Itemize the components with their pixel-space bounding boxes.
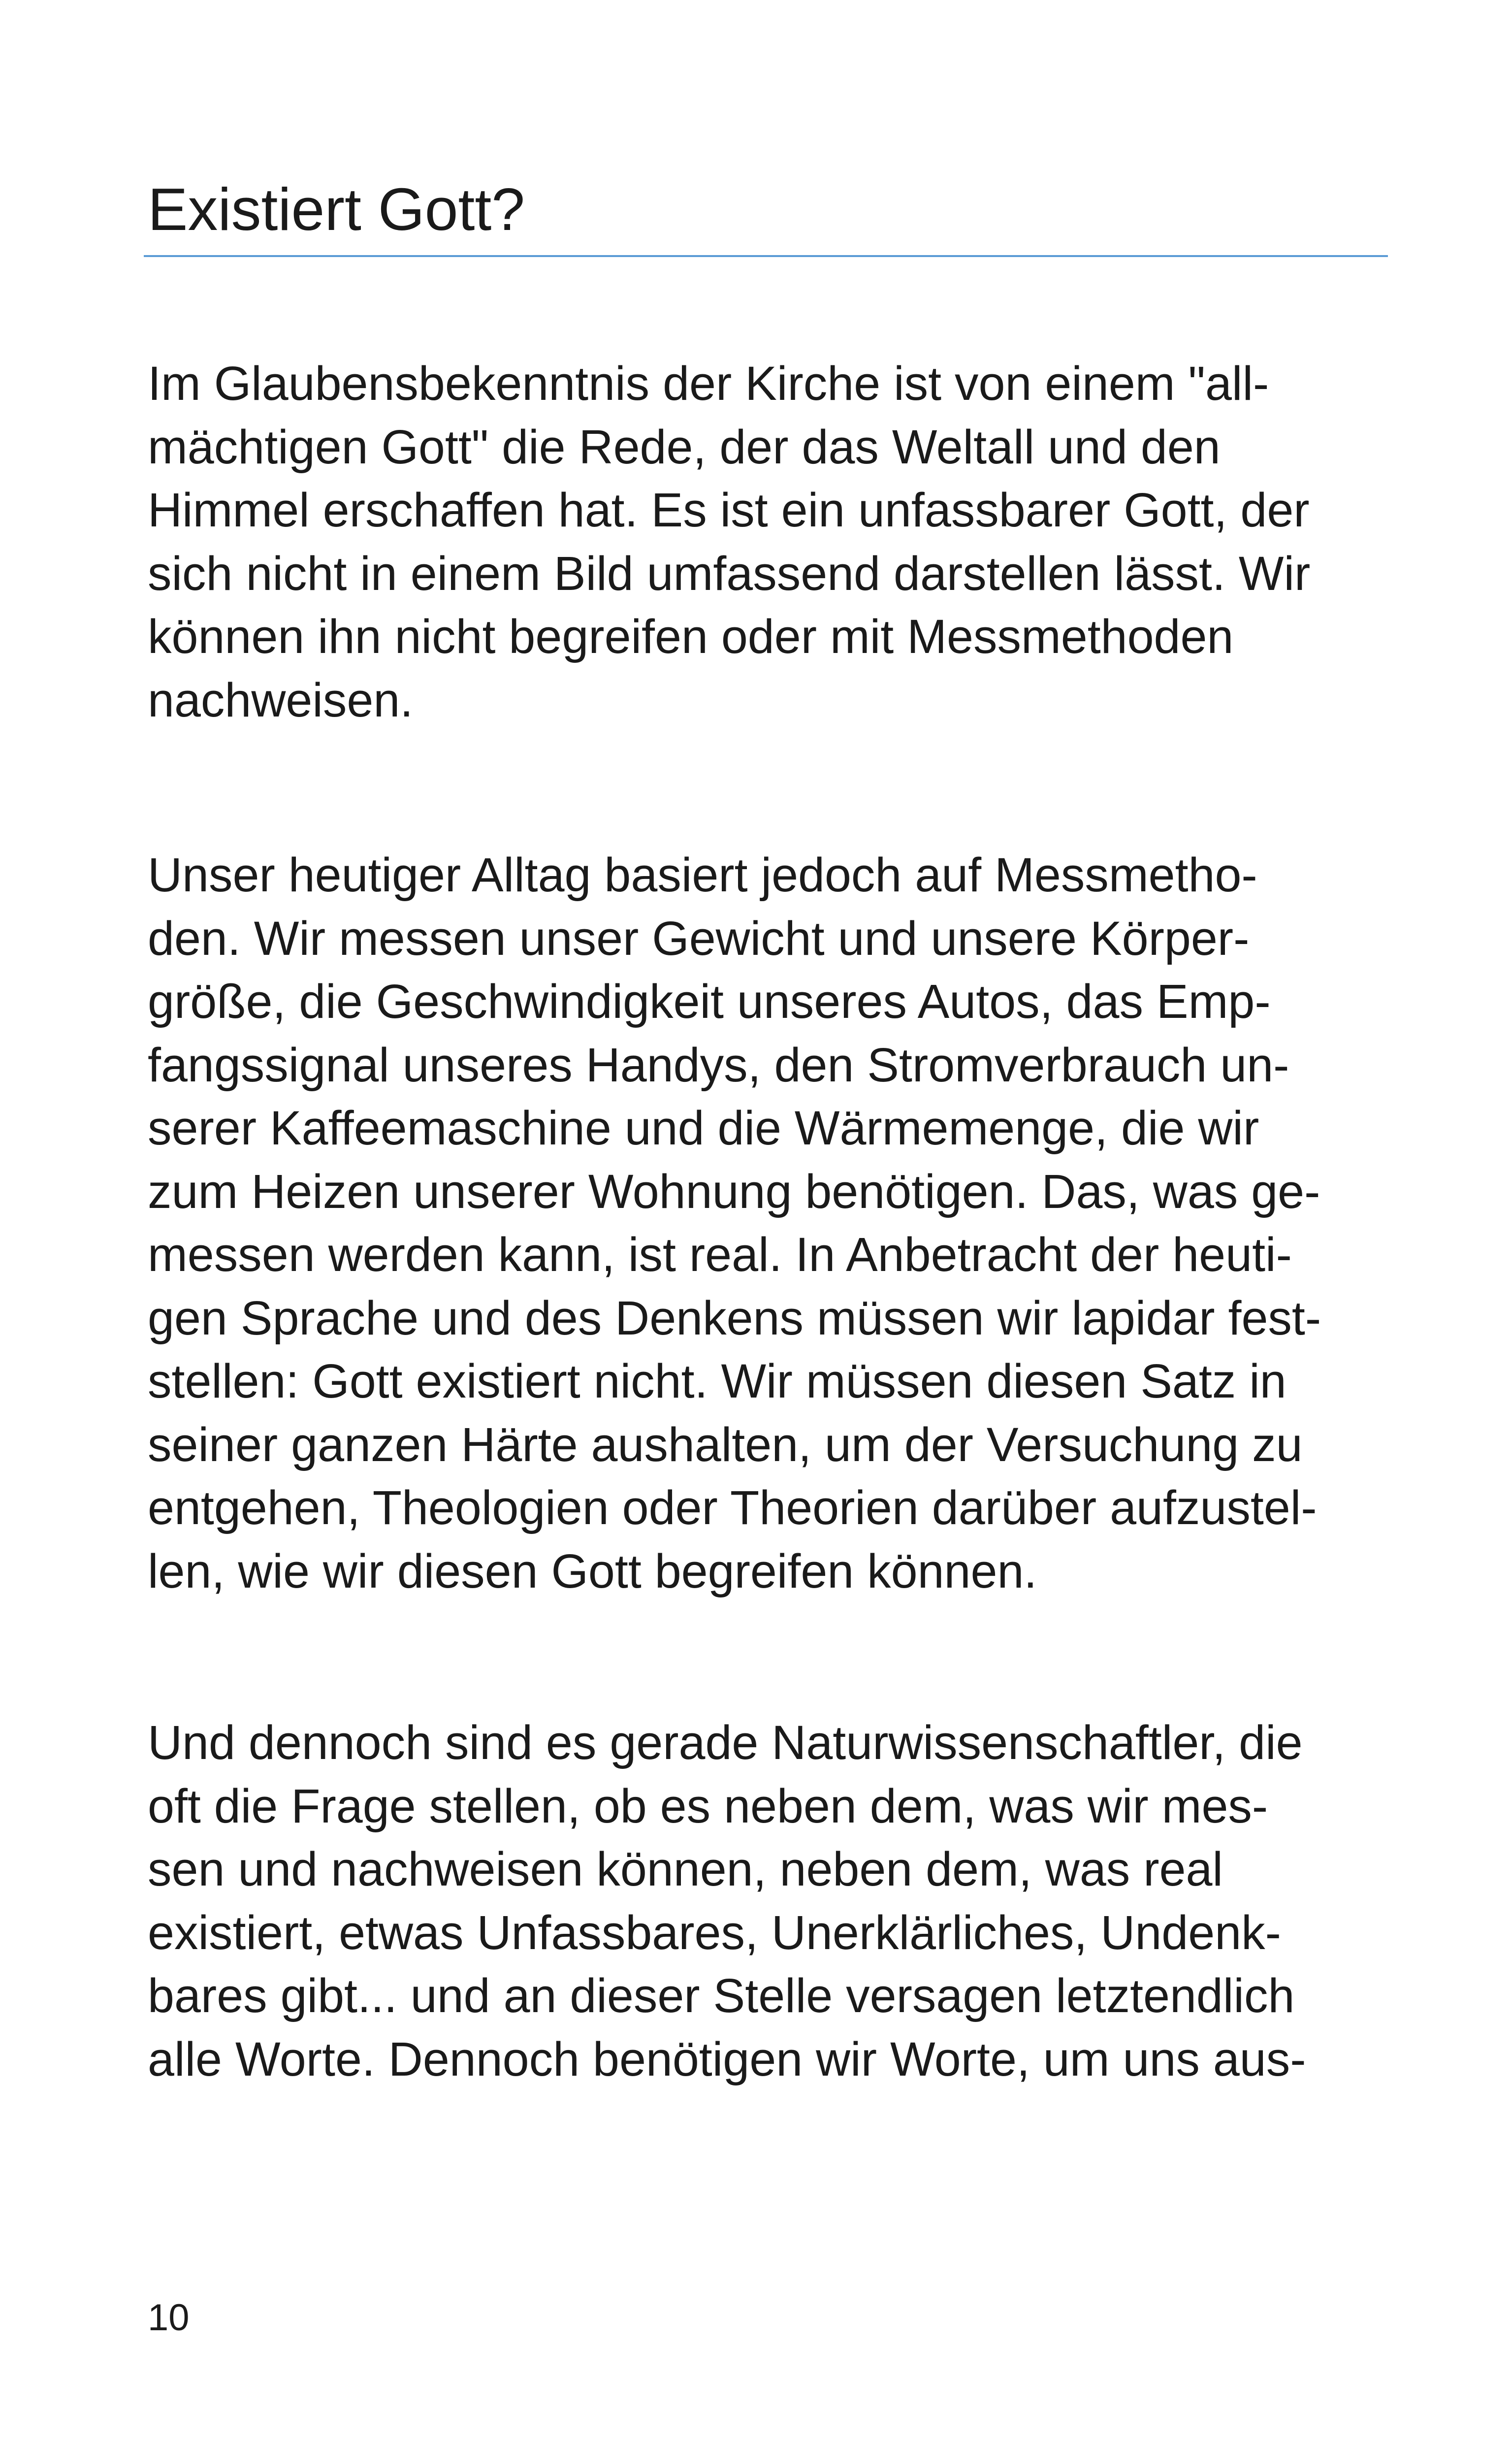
paragraph-line: zum Heizen unserer Wohnung benötigen. Das, was ge- bbox=[148, 1164, 1320, 1218]
paragraph-line: mächtigen Gott" die Rede, der das Weltall und den bbox=[148, 420, 1221, 474]
paragraph-2 bbox=[148, 844, 1321, 1603]
page-heading: Existiert Gott? bbox=[148, 176, 525, 243]
paragraph-line: entgehen, Theologien oder Theorien darüber aufzustel- bbox=[148, 1481, 1317, 1534]
paragraph-line: bares gibt... und an dieser Stelle versagen letztendlich bbox=[148, 1969, 1295, 2022]
paragraph-line: Und dennoch sind es gerade Naturwissenschaftler, die bbox=[148, 1716, 1303, 1769]
paragraph-1 bbox=[148, 352, 1310, 732]
paragraph-line: den. Wir messen unser Gewicht und unsere Körper- bbox=[148, 911, 1250, 965]
paragraph-line: sen und nachweisen können, neben dem, was real bbox=[148, 1842, 1223, 1896]
paragraph-line: Himmel erschaffen hat. Es ist ein unfassbarer Gott, der bbox=[148, 483, 1310, 537]
page-number: 10 bbox=[148, 2297, 190, 2339]
paragraph-3 bbox=[148, 1711, 1306, 2091]
paragraph-line: oft die Frage stellen, ob es neben dem, was wir mes- bbox=[148, 1779, 1268, 1833]
paragraph-line: Unser heutiger Alltag basiert jedoch auf Messmetho- bbox=[148, 848, 1257, 902]
paragraph-line: stellen: Gott existiert nicht. Wir müssen diesen Satz in bbox=[148, 1354, 1287, 1408]
paragraph-line: len, wie wir diesen Gott begreifen können. bbox=[148, 1544, 1037, 1598]
paragraph-line: alle Worte. Dennoch benötigen wir Worte, um uns aus- bbox=[148, 2032, 1306, 2086]
paragraph-line: können ihn nicht begreifen oder mit Messmethoden bbox=[148, 610, 1234, 663]
paragraph-line: existiert, etwas Unfassbares, Unerklärliches, Undenk- bbox=[148, 1905, 1281, 1959]
paragraph-line: messen werden kann, ist real. In Anbetracht der heuti- bbox=[148, 1228, 1292, 1281]
paragraph-line: gen Sprache und des Denkens müssen wir lapidar fest- bbox=[148, 1291, 1321, 1345]
paragraph-line: nachweisen. bbox=[148, 673, 414, 727]
paragraph-line: serer Kaffeemaschine und die Wärmemenge, die wir bbox=[148, 1101, 1259, 1155]
paragraph-line: Im Glaubensbekenntnis der Kirche ist von einem "all- bbox=[148, 357, 1269, 410]
paragraph-line: fangssignal unseres Handys, den Stromverbrauch un- bbox=[148, 1038, 1289, 1092]
paragraph-line: seiner ganzen Härte aushalten, um der Versuchung zu bbox=[148, 1417, 1303, 1471]
heading-underline bbox=[144, 255, 1388, 257]
paragraph-line: sich nicht in einem Bild umfassend darstellen lässt. Wir bbox=[148, 546, 1311, 600]
paragraph-line: größe, die Geschwindigkeit unseres Autos, das Emp- bbox=[148, 975, 1271, 1028]
